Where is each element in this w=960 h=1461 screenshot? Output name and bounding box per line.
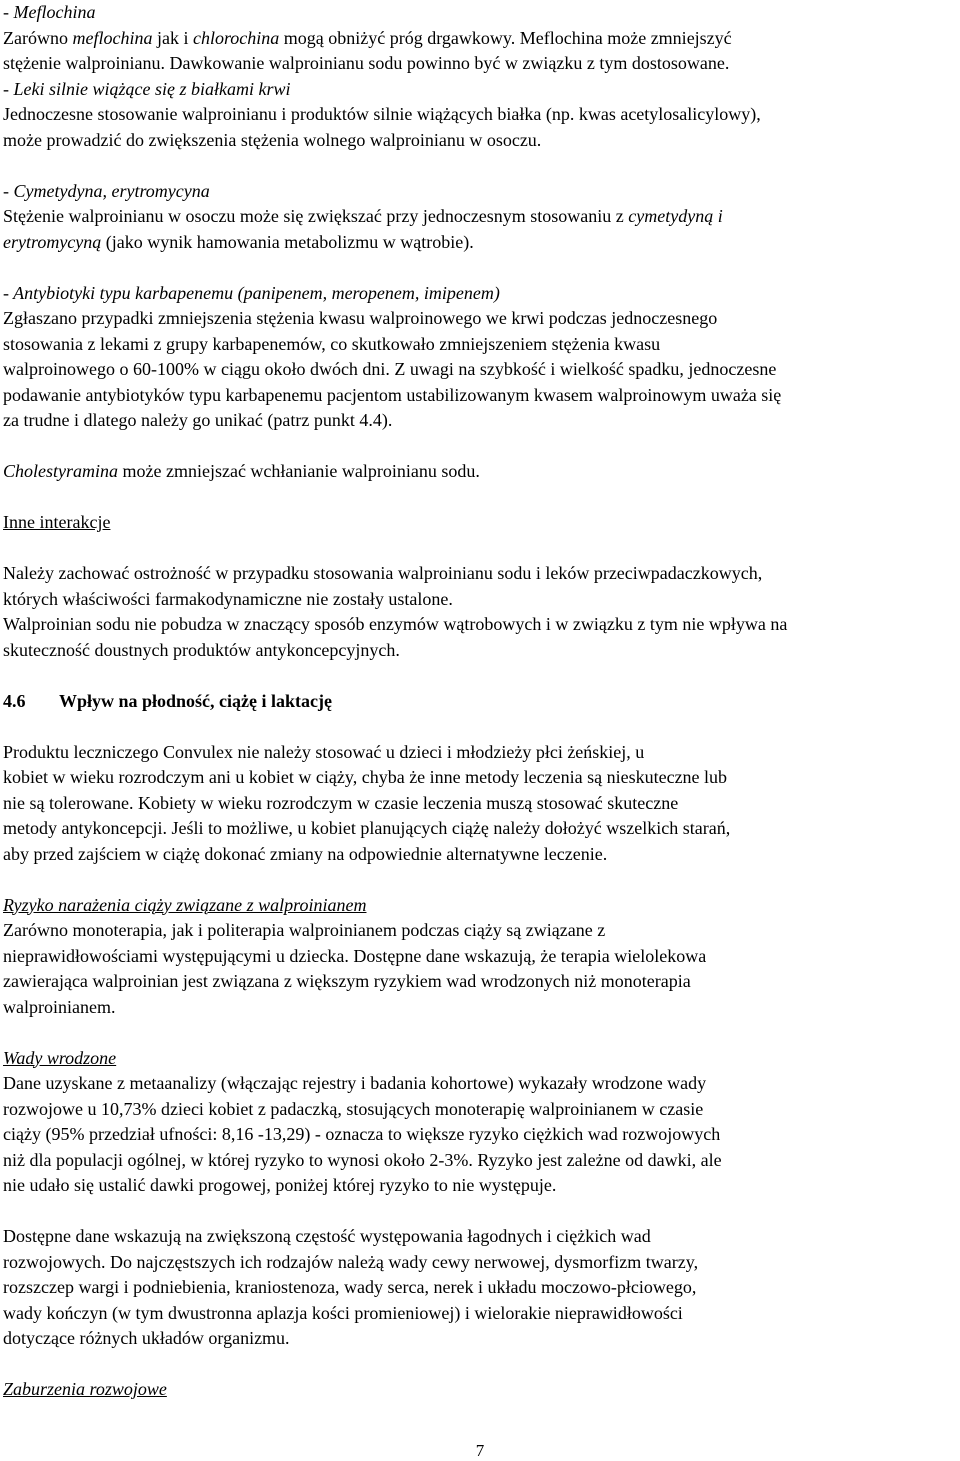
- document-page: [3, 0, 955, 1403]
- subsection-title: Wady wrodzone: [3, 1047, 117, 1068]
- paragraph-line: wady kończyn (w tym dwustronna aplazja kości promieniowej) i wielorakie nieprawidłowości: [3, 1302, 683, 1323]
- paragraph-line: nieprawidłowościami występującymi u dziecka. Dostępne dane wskazują, że terapia wielolekowa: [3, 945, 707, 966]
- paragraph-line: skuteczność doustnych produktów antykoncepcyjnych.: [3, 639, 400, 660]
- section-pregnancy-risk: [3, 893, 955, 1021]
- section-title: - Leki silnie wiążące się z białkami krwi: [3, 78, 291, 99]
- paragraph-line: niż dla populacji ogólnej, w której ryzyko to wynosi około 2-3%. Ryzyko jest zależne od dawki, ale: [3, 1149, 722, 1170]
- paragraph-line: Dostępne dane wskazują na zwiększoną częstość występowania łagodnych i ciężkich wad: [3, 1226, 651, 1246]
- paragraph-line: ciąży (95% przedział ufności: 8,16 -13,29) - oznacza to większe ryzyko ciężkich wad rozwojowych: [3, 1124, 721, 1144]
- section-title: - Meflochina: [3, 2, 96, 22]
- paragraph-line: za trudne i dlatego należy go unikać (patrz punkt 4.4).: [3, 410, 393, 430]
- spacer: [3, 714, 955, 740]
- paragraph-line: aby przed zajściem w ciążę dokonać zmiany na odpowiednie alternatywne leczenie.: [3, 843, 608, 864]
- page-number: 7: [475, 1441, 485, 1460]
- paragraph-line: stosowania z lekami z grupy karbapenemów, co skutkowało zmniejszeniem stężenia kwasu: [3, 333, 661, 354]
- paragraph-line: rozszczep wargi i podniebienia, kraniostenoza, wady serca, nerek i układu moczowo-płciowego,: [3, 1277, 697, 1297]
- section-meflochina: [3, 0, 955, 77]
- paragraph-line: kobiet w wieku rozrodczym ani u kobiet w ciąży, chyba że inne metody leczenia są nieskuteczne lub: [3, 767, 728, 787]
- paragraph-line: podawanie antybiotyków typu karbapenemu pacjentom ustabilizowanym kwasem walproinowym uważa się: [3, 384, 782, 405]
- section-title: - Cymetydyna, erytromycyna: [3, 180, 210, 201]
- section-cimetidine: [3, 179, 955, 256]
- section-other-interactions: [3, 561, 955, 663]
- spacer: [3, 536, 955, 562]
- spacer: [3, 663, 955, 689]
- paragraph-line: Zarówno monoterapia, jak i politerapia walproinianem podczas ciąży są związane z: [3, 920, 606, 940]
- paragraph-line: Stężenie walproinianu w osoczu może się zwiększać przy jednoczesnym stosowaniu z cymetydyną i: [3, 206, 723, 226]
- paragraph-line: Walproinian sodu nie pobudza w znaczący sposób enzymów wątrobowych i w związku z tym nie wpływa na: [3, 614, 788, 634]
- spacer: [3, 153, 955, 179]
- subsection-title-developmental-disorders: Zaburzenia rozwojowe: [3, 1379, 167, 1399]
- spacer: [3, 1352, 955, 1378]
- section-protein-binding: [3, 77, 955, 154]
- paragraph-line: dotyczące różnych układów organizmu.: [3, 1328, 290, 1348]
- subsection-title: Ryzyko narażenia ciąży związane z walproinianem: [3, 894, 367, 915]
- section-title: - Antybiotyki typu karbapenemu (panipenem, meropenem, imipenem): [3, 282, 500, 303]
- paragraph-line: których właściwości farmakodynamiczne nie zostały ustalone.: [3, 588, 453, 609]
- paragraph-line: Dane uzyskane z metaanalizy (włączając rejestry i badania kohortowe) wykazały wrodzone wady: [3, 1073, 707, 1093]
- spacer: [3, 1199, 955, 1225]
- paragraph-line: rozwojowych. Do najczęstszych ich rodzajów należą wady cewy nerwowej, dysmorfizm twarzy,: [3, 1251, 699, 1272]
- paragraph-line: może prowadzić do zwiększenia stężenia wolnego walproinianu w osoczu.: [3, 129, 542, 150]
- section-number: 4.6: [3, 690, 26, 711]
- paragraph-line: Zgłaszano przypadki zmniejszenia stężenia kwasu walproinowego we krwi podczas jednoczesnego: [3, 308, 718, 328]
- paragraph-line: nie udało się ustalić dawki progowej, poniżej której ryzyko to nie występuje.: [3, 1175, 557, 1195]
- paragraph-line: rozwojowe u 10,73% dzieci kobiet z padaczką, stosujących monoterapię walproinianem w czasie: [3, 1098, 704, 1119]
- subsection-title-other-interactions: Inne interakcje: [3, 512, 111, 532]
- paragraph-line: erytromycyną (jako wynik hamowania metabolizmu w wątrobie).: [3, 231, 474, 252]
- section-convulex-warning: [3, 740, 955, 868]
- spacer: [3, 255, 955, 281]
- paragraph-line: metody antykoncepcji. Jeśli to możliwe, u kobiet planujących ciążę należy dołożyć wszelkich starań,: [3, 818, 731, 838]
- spacer: [3, 1020, 955, 1046]
- paragraph-line: Produktu leczniczego Convulex nie należy stosować u dzieci i młodzieży płci żeńskiej, u: [3, 741, 645, 762]
- paragraph-line: zawierająca walproinian jest związana z większym ryzykiem wad wrodzonych niż monoterapia: [3, 971, 691, 991]
- paragraph-line: stężenie walproinianu. Dawkowanie walproinianu sodu powinno być w związku z tym dostosowane.: [3, 53, 730, 73]
- section-congenital-defects: [3, 1046, 955, 1199]
- paragraph-line: walproinowego o 60-100% w ciągu około dwóch dni. Z uwagi na szybkość i wielkość spadku, jednoczesne: [3, 359, 777, 379]
- paragraph-line: Jednoczesne stosowanie walproinianu i produktów silnie wiążących białka (np. kwas acetylosalicylowy),: [3, 104, 761, 124]
- section-malformation-types: [3, 1224, 955, 1352]
- spacer: [3, 434, 955, 460]
- paragraph-cholestyramine: Cholestyramina może zmniejszać wchłanianie walproinianu sodu.: [3, 461, 480, 481]
- paragraph-line: Zarówno meflochina jak i chlorochina mogą obniżyć próg drgawkowy. Meflochina może zmniejszyć: [3, 27, 732, 48]
- section-carbapenems: [3, 281, 955, 434]
- paragraph-line: Należy zachować ostrożność w przypadku stosowania walproinianu sodu i leków przeciwpadaczkowych,: [3, 563, 763, 583]
- paragraph-line: walproinianem.: [3, 996, 116, 1017]
- section-heading: [3, 689, 955, 715]
- section-heading-text: Wpływ na płodność, ciążę i laktację: [59, 690, 332, 711]
- spacer: [3, 485, 955, 511]
- paragraph-line: nie są tolerowane. Kobiety w wieku rozrodczym w czasie leczenia muszą stosować skuteczne: [3, 792, 679, 813]
- spacer: [3, 867, 955, 893]
